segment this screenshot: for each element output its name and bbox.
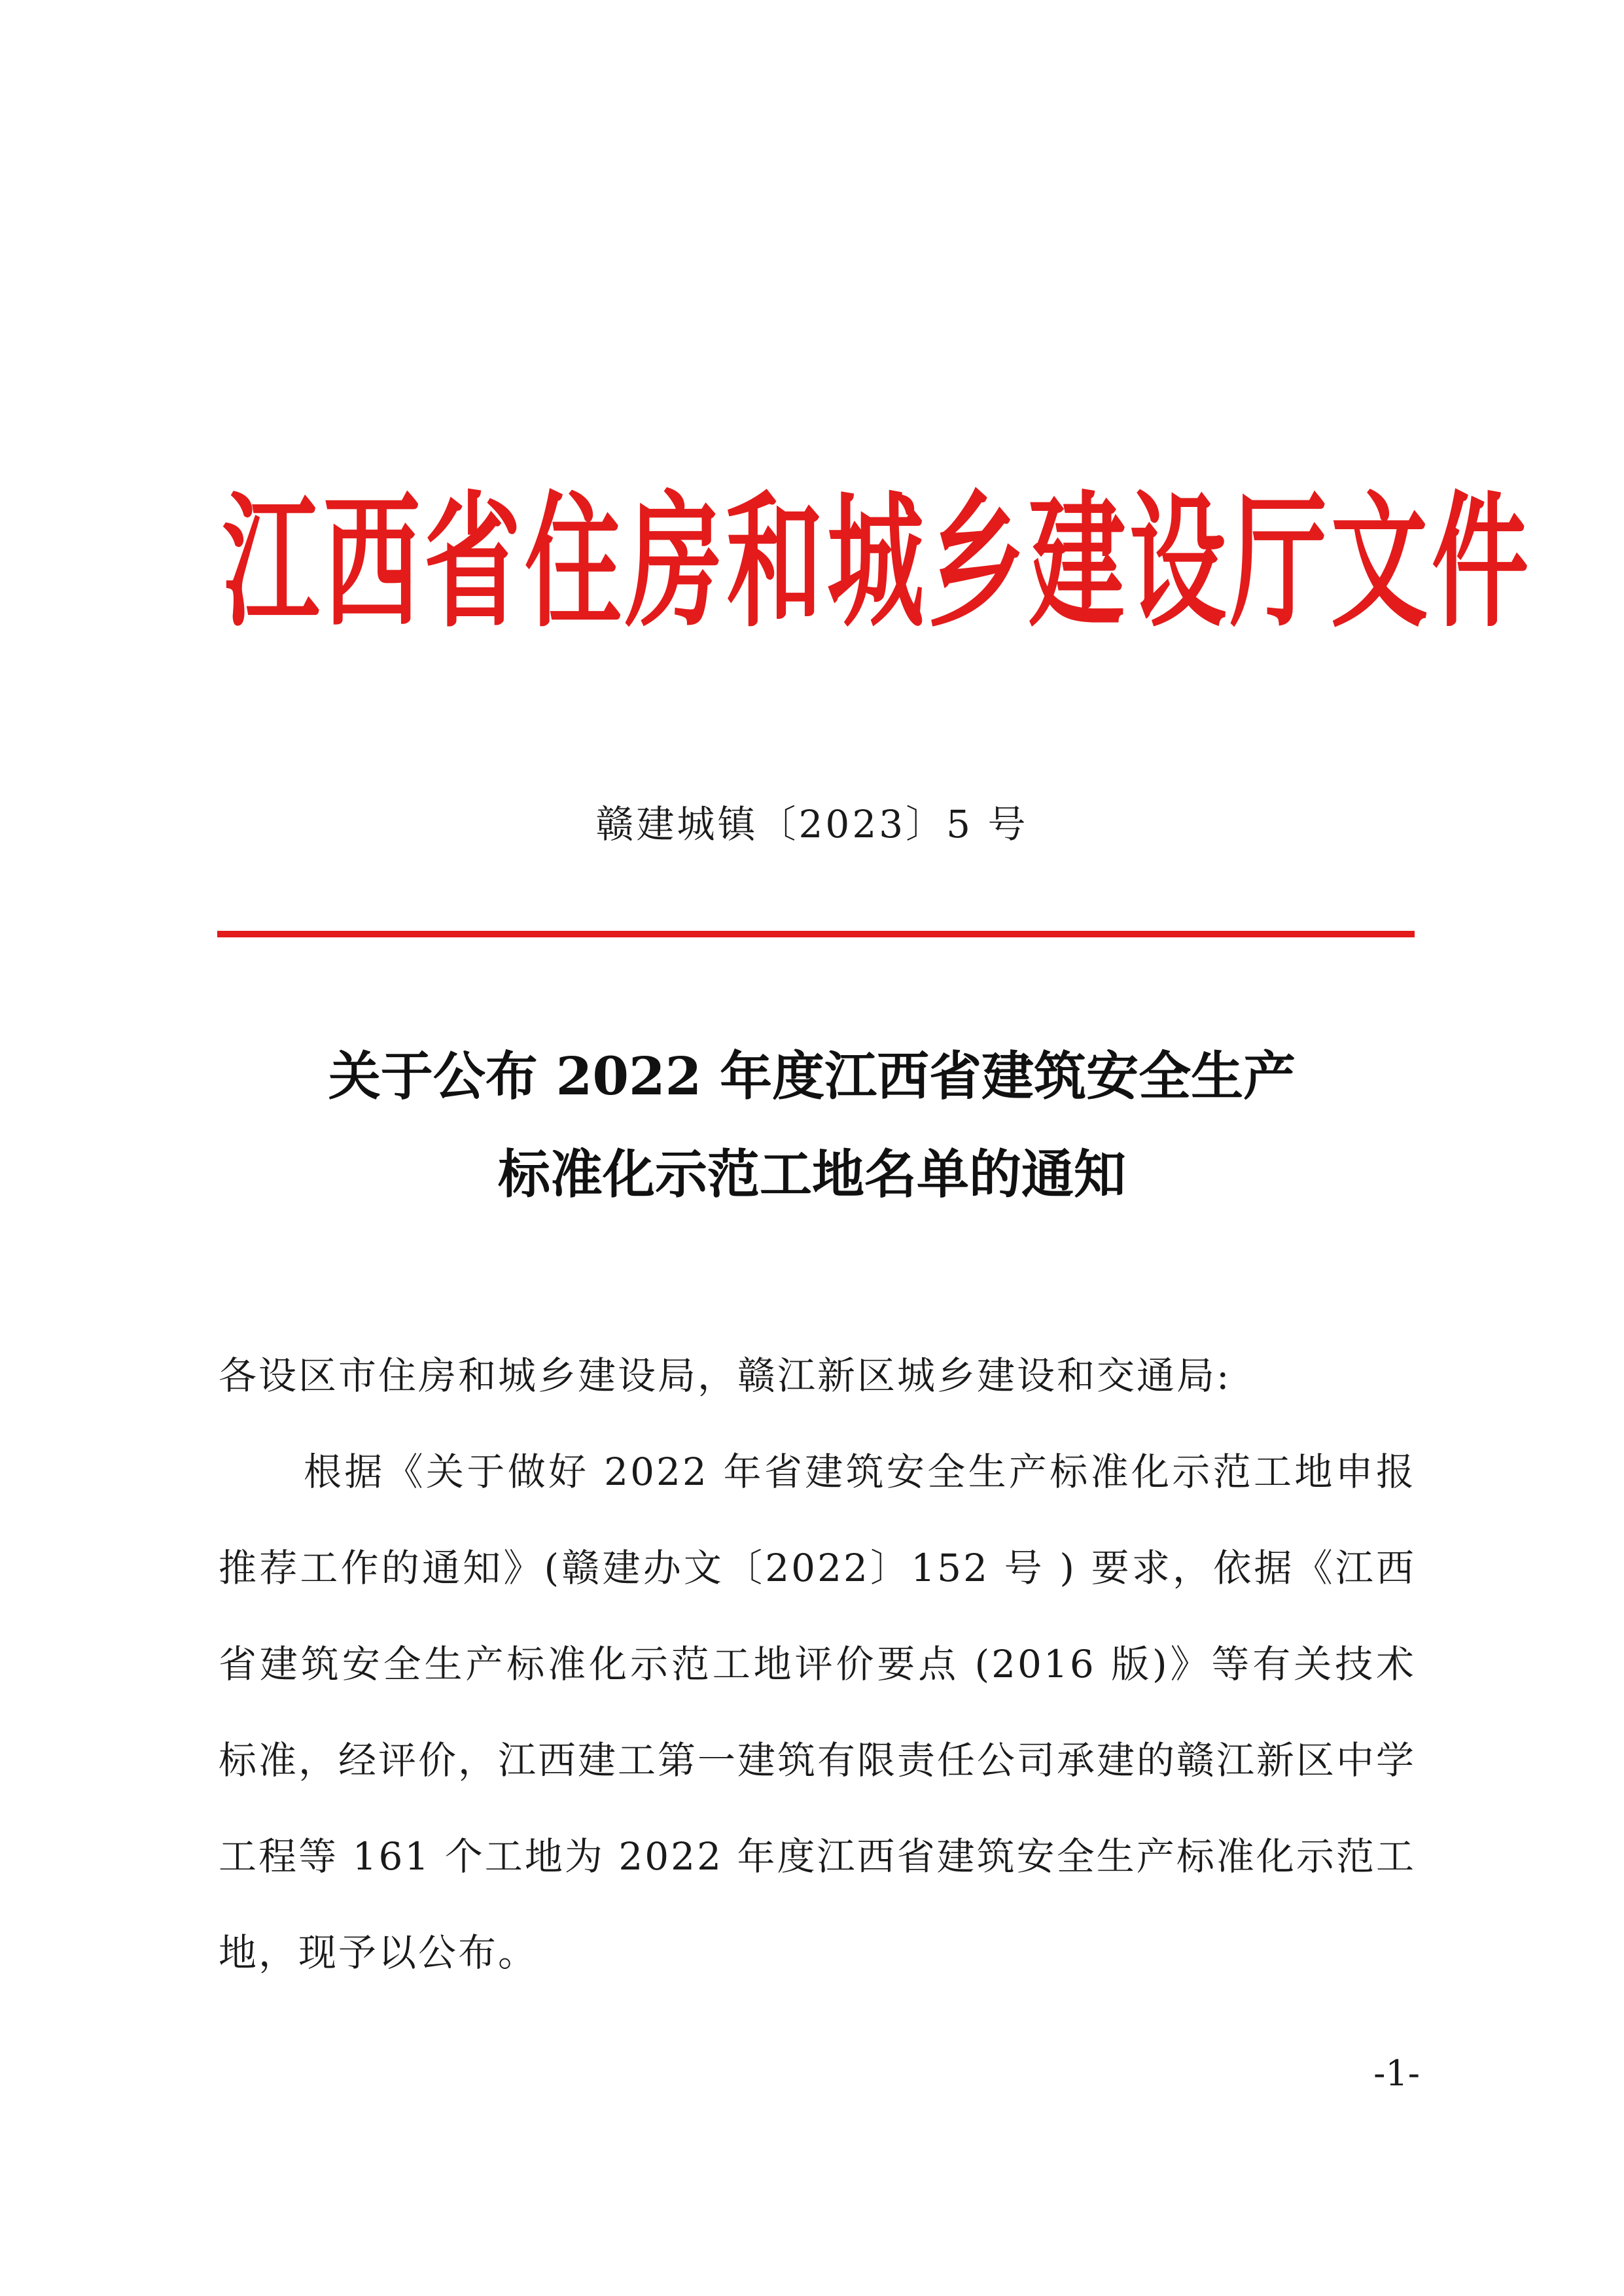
body-paragraph: 根据《关于做好 2022 年省建筑安全生产标准化示范工地申报推荐工作的通知》(赣建办文〔2022〕152 号 ) 要求，依据《江西省建筑安全生产标准化示范工地评价要点 (2016 版)》等有关技术标准，经评价，江西建工第一建筑有限责任公司承建的赣江新区中学工程等 161 个工地为 2022 年度江西省建筑安全生产标准化示范工地，现予以公布。 xyxy=(219,1450,1417,1975)
page-number: -1- xyxy=(1373,2053,1420,2094)
notice-heading-line-1: 关于公布 2022 年度江西省建筑安全生产 xyxy=(328,1045,1296,1107)
salutation: 各设区市住房和城乡建设局，赣江新区城乡建设和交通局: xyxy=(219,1353,1231,1398)
red-divider-line xyxy=(217,931,1415,937)
document-number: 赣建城镇〔2023〕5 号 xyxy=(595,802,1029,846)
issuing-authority-title: 江西省住房和城乡建设厅文件 xyxy=(222,478,1532,647)
notice-body xyxy=(219,1328,1416,2001)
notice-heading-line-2: 标准化示范工地名单的通知 xyxy=(498,1143,1126,1205)
